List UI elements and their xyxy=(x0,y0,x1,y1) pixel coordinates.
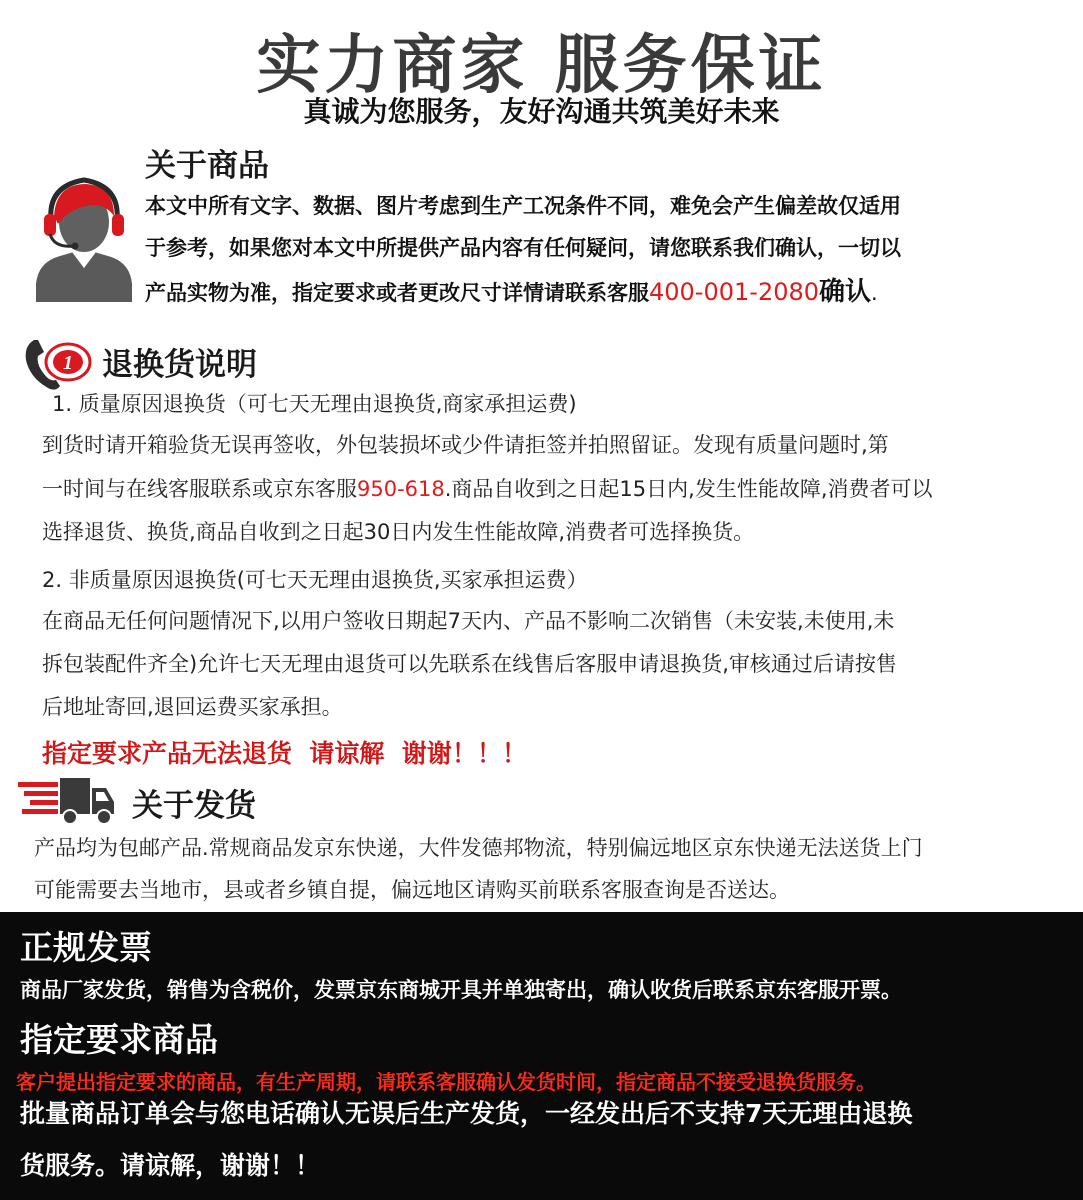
about-product-line-1: 本文中所有文字、数据、图片考虑到生产工况条件不同，难免会产生偏差故仅适用 xyxy=(145,194,901,218)
returns-item-1-line-2-text: 一时间与在线客服联系或京东客服 xyxy=(42,477,357,501)
custom-order-line-2: 货服务。请谅解，谢谢！！ xyxy=(20,1151,321,1180)
page-title: 实力商家 服务保证 xyxy=(256,29,827,103)
delivery-truck-icon xyxy=(16,776,116,826)
customer-service-agent-icon xyxy=(34,176,134,302)
returns-item-1-line-2 xyxy=(42,467,933,512)
svg-text:1: 1 xyxy=(63,352,73,374)
phone-number-one-icon xyxy=(22,336,96,392)
about-product-confirm: 确认 xyxy=(819,277,872,307)
about-product-line-2: 于参考，如果您对本文中所提供产品内容有任何疑问，请您联系我们确认，一切以 xyxy=(145,236,901,260)
no-return-notice: 指定要求产品无法退货 请谅解 谢谢！！！ xyxy=(42,739,527,768)
custom-order-line-1: 批量商品订单会与您电话确认无误后生产发货，一经发出后不支持7天无理由退换 xyxy=(20,1099,913,1128)
returns-item-2-line-2: 拆包装配件齐全)允许七天无理由退货可以先联系在线售后客服申请退换货,审核通过后请按售 xyxy=(42,652,897,676)
jd-service-phone-number: 950-618 xyxy=(357,477,445,501)
custom-order-heading: 指定要求商品 xyxy=(20,1020,218,1059)
about-product-line-3 xyxy=(145,272,878,313)
returns-item-2-line-1: 在商品无任何问题情况下,以用户签收日期起7天内、产品不影响二次销售（未安装,未使用,未 xyxy=(42,609,895,633)
returns-heading: 退换货说明 xyxy=(102,347,257,383)
invoice-text: 商品厂家发货，销售为含税价，发票京东商城开具并单独寄出，确认收货后联系京东客服开票。 xyxy=(20,978,902,1002)
shipping-heading: 关于发货 xyxy=(132,788,256,824)
about-product-heading: 关于商品 xyxy=(145,148,269,184)
invoice-heading: 正规发票 xyxy=(20,928,152,967)
page-subtitle: 真诚为您服务，友好沟通共筑美好未来 xyxy=(303,95,780,128)
returns-item-1-line-1: 到货时请开箱验货无误再签收，外包装损坏或少件请拒签并拍照留证。发现有质量问题时,第 xyxy=(42,433,889,457)
returns-item-2-title: 2. 非质量原因退换货(可七天无理由退换货,买家承担运费） xyxy=(42,568,588,592)
custom-order-warning: 客户提出指定要求的商品，有生产周期，请联系客服确认发货时间，指定商品不接受退换货服务。 xyxy=(16,1070,876,1094)
about-product-line-3-text: 产品实物为准，指定要求或者更改尺寸详情请联系客服 xyxy=(145,281,649,305)
returns-item-1-line-2-rest: .商品自收到之日起15日内,发生性能故障,消费者可以 xyxy=(444,477,933,501)
returns-item-2-line-3: 后地址寄回,退回运费买家承担。 xyxy=(42,695,343,719)
shipping-line-1: 产品均为包邮产品.常规商品发京东快递，大件发德邦物流，特别偏远地区京东快递无法送货上门 xyxy=(34,836,923,860)
returns-item-1-title: 1. 质量原因退换货（可七天无理由退换货,商家承担运费) xyxy=(52,392,577,416)
service-phone-number: 400-001-2080 xyxy=(649,278,820,306)
returns-item-1-line-3: 选择退货、换货,商品自收到之日起30日内发生性能故障,消费者可选择换货。 xyxy=(42,520,755,544)
about-product-period: . xyxy=(871,281,878,305)
shipping-line-2: 可能需要去当地市，县或者乡镇自提，偏远地区请购买前联系客服查询是否送达。 xyxy=(34,878,790,902)
